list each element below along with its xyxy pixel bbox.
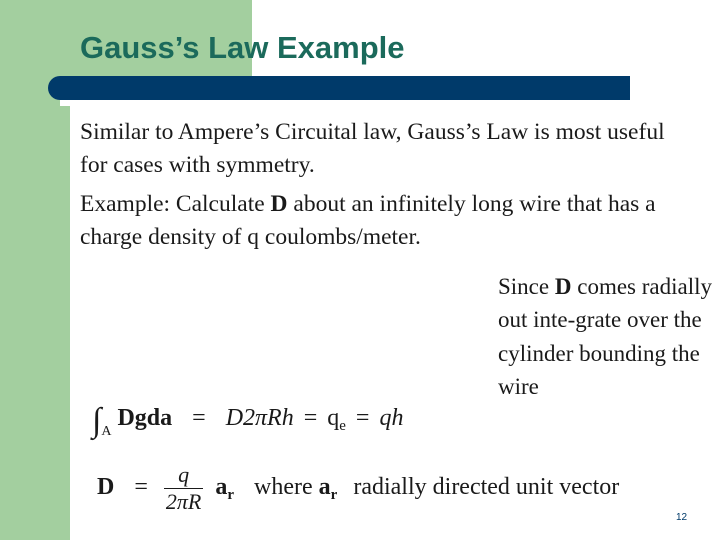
page-number: 12 [676,512,688,523]
eq2-vector-sub: r [227,487,235,504]
example-bold-d: D [270,191,288,217]
equation-d-field [97,462,619,515]
eq2-vector: a [215,474,228,501]
eq2-description: radially directed unit vector [353,474,620,501]
eq2-equals: = [134,474,148,501]
integral-sign: ∫ [92,402,102,439]
eq2-where-vector-sub: r [330,487,338,504]
paragraph-example [80,188,690,254]
eq1-rhs-equals: = [303,405,318,431]
eq1-rhs-2-sub: e [339,418,346,434]
equation-gauss-integral [92,402,403,440]
slide-title: Gauss’s Law Example [80,30,405,65]
example-prefix: Example: Calculate [80,191,271,217]
eq2-where: where [254,474,313,501]
title-underline-bar [48,76,630,100]
title-bar-notch [60,100,80,106]
example-suffix: about an infinitely long wire that has a charge density of q coulombs/meter. [80,191,656,250]
eq1-lhs: Dgda [117,405,173,431]
eq1-rhs-2: q [327,405,340,431]
eq1-rhs-3-equals: = [355,405,370,431]
eq2-fraction [164,462,203,515]
eq2-lhs: D [97,474,115,501]
side-note-prefix: Since [498,274,555,299]
side-band-lower-decoration [0,100,70,540]
eq1-rhs-1: D2πRh [225,405,294,431]
side-note-suffix: comes radially out inte-grate over the cylinder bounding the wire [498,274,712,400]
eq1-rhs-3: qh [379,405,404,431]
eq2-numerator: q [164,462,203,489]
integral-subscript: A [101,424,112,439]
eq1-equals: = [192,405,206,431]
side-note-bold-d: D [554,274,572,299]
paragraph-intro: Similar to Ampere’s Circuital law, Gauss’s Law is most useful for cases with symmetry. [80,119,665,178]
eq2-denominator: 2πR [165,489,202,514]
side-note [498,270,713,403]
eq2-where-vector: a [318,474,331,501]
